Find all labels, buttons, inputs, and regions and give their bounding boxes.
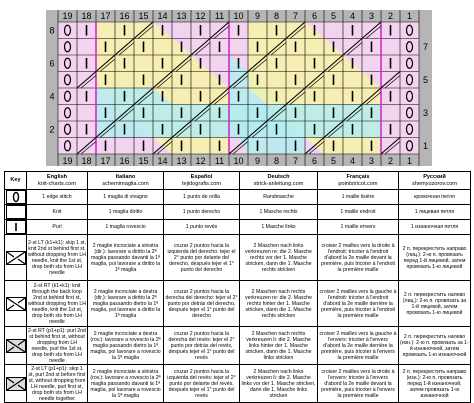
key-row-cross-rt-purl [5, 327, 471, 365]
column-number-top: 9 [254, 11, 261, 21]
cross-lt-icon [6, 251, 26, 265]
column-number-top: 6 [311, 11, 318, 21]
column-number-bottom: 14 [157, 156, 168, 166]
key-symbol-cell [5, 190, 27, 205]
purl-icon [6, 220, 26, 234]
key-cell-deutsch: 1 Masche links [240, 220, 318, 235]
key-cell-italiano: 1 maglia rovescio [88, 220, 164, 235]
column-number-top: 10 [233, 11, 244, 21]
stitch-key-table [4, 171, 471, 403]
column-number-top: 18 [81, 11, 92, 21]
edge-stitch-icon [6, 190, 26, 204]
column-number-bottom: 15 [138, 156, 149, 166]
header-italiano: Italiano schemimaglia.com [88, 172, 164, 190]
key-cell-espanol: cruzar 2 puntos hacia la izquierda del revés: tejer el 2° punto por delante del revés, después tejer el 1° punto del revés [164, 365, 240, 403]
row-number-left: 8 [49, 25, 55, 36]
key-symbol-cell [5, 205, 27, 220]
key-cell-espanol: cruzar 2 puntos hacia la derecha del revés: tejer el 2° punto por detrás del revés, después tejer el 1° punto del revés [164, 327, 240, 365]
column-number-top: 17 [100, 11, 111, 21]
key-cell-italiano: 2 maglie incrociate a sinistra (dir.): lavorare a diritto la 2ª maglia passando davanti la 1ª maglia, poi lavorare a diritto la 1ª maglia [88, 235, 164, 281]
key-symbol-cell [5, 235, 27, 281]
key-cell-deutsch: 2 Maschen nach links verkreuzen re: die 2. Masche rechts vor der 1. Masche stricken, dann die 1. Masche rechts stricken [240, 235, 318, 281]
key-cell-english: 2-st LT (k1+k1): skip 1 st, knit 2nd st behind first st, without dropping from LH needle, knit the 1st st, drop both sts from LH needle [27, 235, 88, 281]
column-number-top: 5 [330, 11, 337, 21]
header-francais: Français pointstricot.com [318, 172, 399, 190]
key-cell-italiano: 1 maglia diritto [88, 205, 164, 220]
knit-icon [6, 205, 26, 219]
knitting-chart [46, 10, 432, 168]
key-cell-deutsch: Randmasche [240, 190, 318, 205]
column-number-top: 11 [214, 11, 225, 21]
row-number-left: 6 [49, 58, 55, 69]
column-number-top: 1 [406, 11, 413, 21]
cross-lt-purl-icon [6, 377, 26, 391]
key-symbol-cell [5, 281, 27, 327]
column-number-top: 4 [349, 11, 356, 21]
column-number-bottom: 12 [195, 156, 206, 166]
key-row-edge-stitch [5, 190, 471, 205]
column-number-top: 12 [195, 11, 206, 21]
column-number-bottom: 19 [62, 156, 73, 166]
key-cell-deutsch: 2 Maschen nach rechts verkreuzen re: die 2. Masche rechts hinter der 1. Masche stricken, dann die 1. Masche rechts stricken [240, 281, 318, 327]
key-cell-espanol: cruzar 2 puntos hacia la derecha del derecho: tejer el 2° punto por detrás del derecho, después tejer el 1° punto del derecho [164, 281, 240, 327]
column-number-bottom: 18 [81, 156, 92, 166]
key-cell-deutsch: 2 Maschen nach links verkreuzen li: die 2. Masche links vor der 1. Masche stricken, dann die 1. Masche links stricken [240, 365, 318, 403]
key-cell-russian: 2 п. перекрестить направо (лиц.): 2-ю п. провязать перед 1-й лицевой, затем провязать 1-ю лицевой [399, 235, 471, 281]
column-number-bottom: 6 [311, 156, 318, 166]
column-number-top: 14 [157, 11, 168, 21]
key-cell-francais: croiser 2 mailles vers la droite à l'endroit: tricoter à l'endroit d'abord la 2e maille devant la première, puis tricoter à l'endroit la première maille [318, 235, 399, 281]
column-number-top: 15 [138, 11, 149, 21]
header-russian: Русский shemyuzorov.com [399, 172, 471, 190]
key-cell-english: Purl [27, 220, 88, 235]
column-number-top: 16 [119, 11, 130, 21]
key-cell-russian: 2 п. перекрестить налево (лиц.): 2-ю п. провязать за 1-й лицевой, затем провязать 1-ю лицевой [399, 281, 471, 327]
column-number-top: 8 [273, 11, 280, 21]
key-cell-english: 2-st LT (p1+p1): skip 1 st, purl 2nd st before first st, without dropping from LH needle, purl first st, drop both sts from LH needle together [28, 365, 86, 402]
column-number-bottom: 17 [100, 156, 111, 166]
key-cell-francais: 1 maille endroit [318, 205, 399, 220]
key-row-cross-rt [5, 281, 471, 327]
key-cell-francais: croiser 2 mailles vers la gauche à l'envers: tricoter à l'envers d'abord la 2e maille derrière la première, puis tricoter à l'envers la première maille [318, 327, 399, 365]
row-number-left: 4 [49, 91, 55, 102]
column-number-bottom: 3 [368, 156, 375, 166]
key-cell-russian: 2 п. перекрестить направо (изн.): 2-ю п. провязать перед 1-й изнаночной, затем провязать 1-ю изнаночной [399, 365, 471, 403]
key-row-knit [5, 205, 471, 220]
column-number-bottom: 8 [273, 156, 280, 166]
column-number-top: 19 [62, 11, 73, 21]
key-cell-francais: croiser 2 mailles vers la gauche à l'endroit: tricoter à l'endroit d'abord la 2e maille derrière la première, puis tricoter à l'endroit la première maille [318, 281, 399, 327]
key-cell-francais: croiser 2 mailles vers la droite à l'envers: tricoter à l'envers d'abord la 2e maille devant la première, puis tricoter à l'envers la première maille [318, 365, 399, 403]
column-number-bottom: 2 [387, 156, 394, 166]
row-number-right: 7 [422, 41, 429, 52]
row-number-right: 1 [422, 140, 429, 151]
key-cell-deutsch: 2 Maschen nach rechts verkreuzen li: die 2. Masche links hinter der 1. Masche stricken, dann die 1. Masche links stricken [240, 327, 318, 365]
column-number-top: 7 [292, 11, 299, 21]
column-number-top: 2 [387, 11, 394, 21]
key-row-cross-lt-purl [5, 365, 471, 403]
row-number-right: 5 [422, 74, 429, 85]
column-number-top: 3 [368, 11, 375, 21]
row-number-right: 3 [422, 107, 429, 118]
cross-rt-purl-icon [6, 339, 26, 353]
key-cell-italiano: 2 maglie incrociate a destra (dir.): lavorare a diritto la 2ª maglia passando dietro la 1ª maglia, poi lavorare a diritto la 1ª maglia [88, 281, 164, 327]
column-number-top: 13 [176, 11, 187, 21]
key-cell-espanol: 1 punto de orilla [164, 190, 240, 205]
key-cell-espanol: 1 punto derecho [164, 205, 240, 220]
key-symbol-cell [5, 220, 27, 235]
key-cell-italiano: 2 maglie incrociate a destra (rov.): lavorare a rovescio la 2ª maglia passando dietro la 1ª maglia, poi lavorare a rovescio la 1ª maglia [88, 327, 164, 365]
key-cell-italiano: 1 maglia di vivagno [88, 190, 164, 205]
header-espanol: Español tejidografis.com [164, 172, 240, 190]
key-row-purl [5, 220, 471, 235]
key-cell-francais: 1 maille lisière [318, 190, 399, 205]
key-symbol-cell [5, 327, 27, 365]
key-cell-english: 2-st RT (p1+p1): purl 2nd st behind first st, without dropping from LH needle, purl the 1st st, drop both sts from LH needle [28, 327, 86, 364]
key-cell-english: Knit [27, 205, 88, 220]
key-cell-deutsch: 1 Masche rechts [240, 205, 318, 220]
key-cell-english: 2-st RT (k1+k1): knit through the back loop 2nd st behind first st, without dropping from LH needle, knit the 1st st, drop both sts from LH needle [28, 282, 86, 325]
key-cell-english: 1 edge stitch [27, 190, 88, 205]
key-cell-russian: 2 п. перекрестить налево (изн.): 2-ю п. провязать за 1-й изнаночной, затем провязать 1-ю изнаночной [399, 327, 471, 365]
column-number-bottom: 4 [349, 156, 356, 166]
key-cell-espanol: cruzar 2 puntos hacia la izquierda del derecho: tejer el 2° punto por delante del derecho, después tejer el 1° punto del derecho [164, 235, 240, 281]
column-number-bottom: 7 [292, 156, 299, 166]
key-cell-francais: 1 maille envers [318, 220, 399, 235]
column-number-bottom: 1 [406, 156, 413, 166]
key-header-row [5, 172, 471, 190]
column-number-bottom: 9 [254, 156, 261, 166]
header-english: English knit-charts.com [27, 172, 88, 190]
key-cell-russian: 1 изнаночная петля [399, 220, 471, 235]
key-cell-italiano: 2 maglie incrociate a sinistra (rov.): lavorare a rovescio la 2ª maglia passando davanti la 1ª maglia, poi lavorare a rovescio la 1ª maglia [88, 365, 164, 403]
key-symbol-cell [5, 365, 27, 403]
row-number-left: 2 [49, 124, 55, 135]
column-number-bottom: 16 [119, 156, 130, 166]
header-deutsch: Deutsch strick-anleitung.com [240, 172, 318, 190]
chart-grid [46, 10, 432, 168]
header-key: Key [5, 172, 27, 190]
column-number-bottom: 10 [233, 156, 244, 166]
cross-rt-icon [6, 297, 26, 311]
column-number-bottom: 5 [330, 156, 337, 166]
key-row-cross-lt [5, 235, 471, 281]
column-number-bottom: 13 [176, 156, 187, 166]
key-cell-russian: кромочная петля [399, 190, 471, 205]
column-number-bottom: 11 [214, 156, 225, 166]
key-cell-espanol: 1 punto revés [164, 220, 240, 235]
key-cell-russian: 1 лицевая петля [399, 205, 471, 220]
